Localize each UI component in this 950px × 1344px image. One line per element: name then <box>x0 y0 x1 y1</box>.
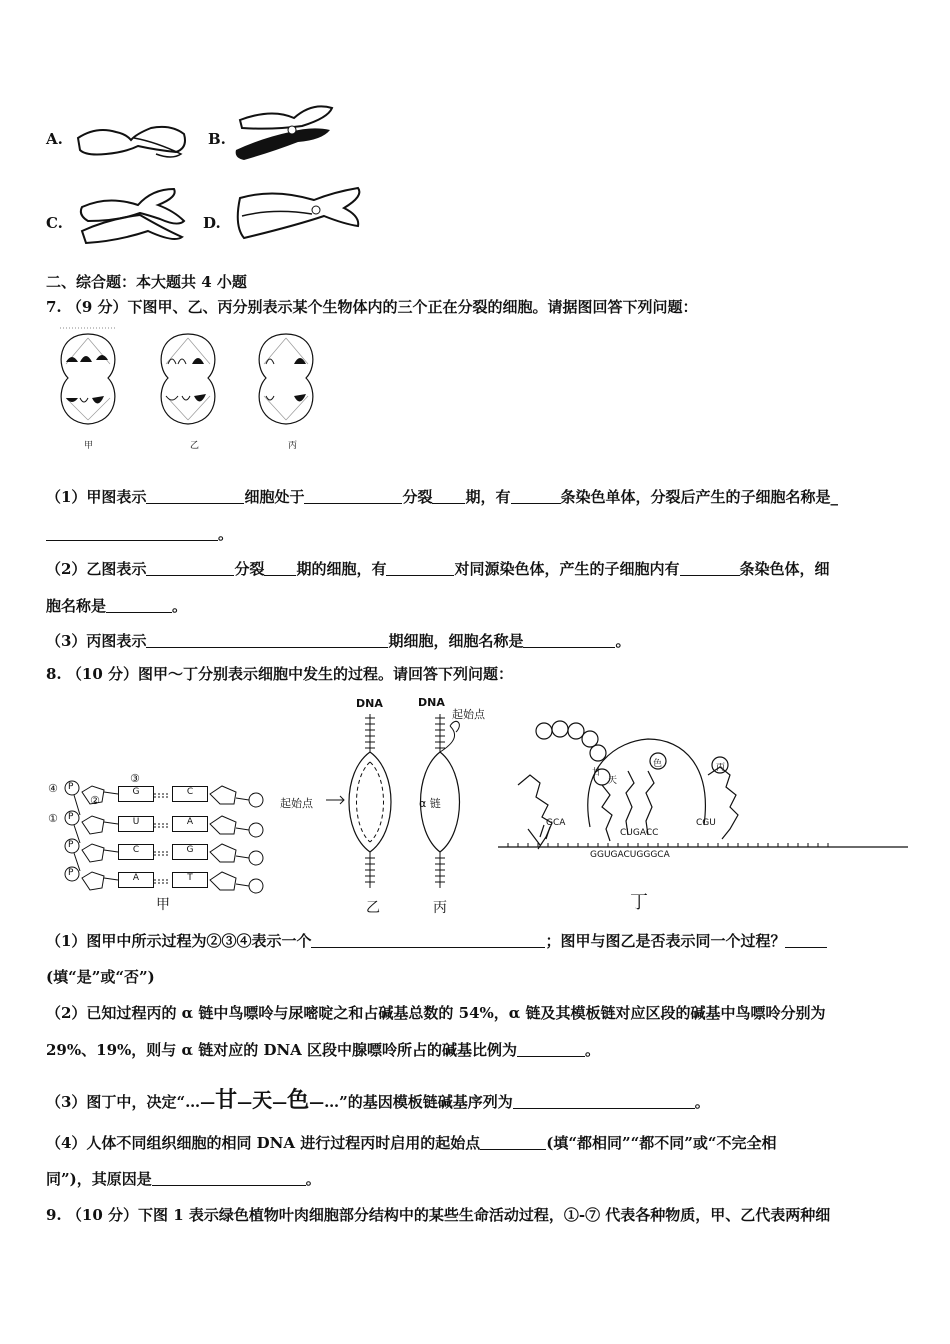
blank[interactable] <box>386 561 454 576</box>
fig-label-jia: 甲 <box>156 897 170 913</box>
blank[interactable] <box>146 561 234 576</box>
option-d-chromosome <box>234 186 366 246</box>
circled-1: ① <box>48 812 58 825</box>
fig-label-ding: 丁 <box>630 892 648 913</box>
q8-sub2-line2: 29%、19%，则与 α 链对应的 DNA 区段中腺嘌呤所占的碱基比例为 。 <box>46 1041 601 1059</box>
section-title: 二、综合题：本大题共 4 小题 <box>46 273 247 291</box>
q8-sub3: （3）图丁中，决定“…—甘—天—色—…”的基因模板链碱基序列为 。 <box>46 1087 710 1113</box>
phosphate-label: P <box>68 868 74 878</box>
aa-gan-large: 甘 <box>215 1087 238 1113</box>
phosphate-label: P <box>68 840 74 850</box>
blank[interactable] <box>680 561 740 576</box>
blank[interactable] <box>511 489 561 504</box>
phosphate-label: P <box>68 812 74 822</box>
q9-stem: 9. （10 分）下图 1 表示绿色植物叶肉细胞部分结构中的某些生命活动过程，①-⑦ 代表各种物质，甲、乙代表两种细 <box>46 1206 831 1224</box>
start-point-1: 起始点 <box>280 797 313 810</box>
q7-sub3: （3）丙图表示 期细胞，细胞名称是 。 <box>46 632 631 650</box>
q7-stem: 7. （9 分）下图甲、乙、丙分别表示某个生物体内的三个正在分裂的细胞。请据图回答下列问题： <box>46 298 698 316</box>
blank[interactable] <box>311 933 545 948</box>
option-c-chromosome <box>78 185 186 247</box>
fig-label-bing: 丙 <box>433 900 447 916</box>
q7-label-bing: 丙 <box>288 441 298 451</box>
option-a-chromosome <box>76 120 191 165</box>
q8-sub4-line2: 同”)，其原因是 。 <box>46 1170 321 1188</box>
q7-sub2: （2）乙图表示 分裂 期的细胞，有 对同源染色体，产生的子细胞内有 条染色体，细 <box>46 560 830 578</box>
option-d-label: D. <box>203 214 221 232</box>
q7-sub2-line2: 胞名称是 。 <box>46 597 188 615</box>
blank[interactable] <box>106 598 172 613</box>
q7-label-yi: 乙 <box>190 441 200 451</box>
aa-bing: 丙 <box>716 763 726 773</box>
q8-sub1: （1）图甲中所示过程为②③④表示一个 ；图甲与图乙是否表示同一个过程？ <box>46 932 827 950</box>
blank[interactable] <box>264 561 296 576</box>
q8-fig-jia <box>44 770 274 918</box>
codon-label: CUGACC <box>620 828 659 838</box>
aa-gan: 甘 <box>592 768 602 778</box>
q8-sub4: （4）人体不同组织细胞的相同 DNA 进行过程丙时启用的起始点 (填“都相同”“都不同”或“不完全相 <box>46 1134 777 1152</box>
q8-stem: 8. （10 分）图甲～丁分别表示细胞中发生的过程。请回答下列问题： <box>46 665 513 683</box>
base-box: C <box>118 844 154 860</box>
q7-cell-jia <box>52 320 124 435</box>
blank[interactable] <box>304 489 402 504</box>
q8-sub1-line2: (填“是”或“否”) <box>46 968 155 986</box>
q7-sub1-line2: 。 <box>46 525 233 543</box>
option-b-label: B. <box>208 130 226 148</box>
blank[interactable] <box>146 489 244 504</box>
aa-se-large: 色 <box>287 1087 310 1113</box>
q7-cell-yi <box>152 330 224 435</box>
nucleotide-backbone <box>44 770 274 900</box>
q7-cell-bing <box>250 330 322 435</box>
base-box: G <box>172 844 208 860</box>
mrna-sequence: GGUGACUGGGCA <box>590 850 670 860</box>
alpha-chain-label: α 链 <box>419 797 441 810</box>
option-a-label: A. <box>46 130 63 148</box>
blank[interactable] <box>480 1135 546 1150</box>
q7-label-jia: 甲 <box>84 441 94 451</box>
blank[interactable] <box>513 1094 695 1109</box>
blank[interactable] <box>517 1042 585 1057</box>
q8-fig-bing <box>400 712 480 890</box>
base-box: T <box>172 872 208 888</box>
blank[interactable] <box>46 526 218 541</box>
fig-label-yi: 乙 <box>366 900 380 916</box>
blank[interactable] <box>523 633 615 648</box>
aa-tian-large: 天 <box>252 1088 273 1112</box>
blank[interactable] <box>152 1171 306 1186</box>
option-c-label: C. <box>46 214 63 232</box>
anticodon-2: CGU <box>696 818 716 828</box>
option-b-chromosome <box>232 100 337 165</box>
blank[interactable] <box>146 633 388 648</box>
blank[interactable] <box>432 489 465 504</box>
dna-label-2: DNA <box>418 696 445 709</box>
base-box: C <box>172 786 208 802</box>
base-box: G <box>118 786 154 802</box>
aa-se: 色 <box>653 759 663 769</box>
blank[interactable] <box>785 933 827 948</box>
aa-tian: 天 <box>608 776 618 786</box>
q7-sub1: （1）甲图表示 细胞处于 分裂 期，有 条染色单体，分裂后产生的子细胞名称是_ <box>46 488 839 506</box>
q8-sub2: （2）已知过程丙的 α 链中鸟嘌呤与尿嘧啶之和占碱基总数的 54%，α 链及其模板链对应区段的碱基中鸟嘌呤分别为 <box>46 1004 826 1022</box>
start-point-2: 起始点 <box>452 708 485 721</box>
q8-fig-yi <box>330 712 410 890</box>
base-box: A <box>118 872 154 888</box>
circled-2: ② <box>90 794 100 807</box>
phosphate-label: P <box>68 782 74 792</box>
circled-4: ④ <box>48 782 58 795</box>
q8-fig-ding <box>498 715 908 895</box>
circled-3: ③ <box>130 772 140 785</box>
base-box: A <box>172 816 208 832</box>
dna-label-1: DNA <box>356 697 383 710</box>
anticodon-1: GCA <box>546 818 566 828</box>
base-box: U <box>118 816 154 832</box>
